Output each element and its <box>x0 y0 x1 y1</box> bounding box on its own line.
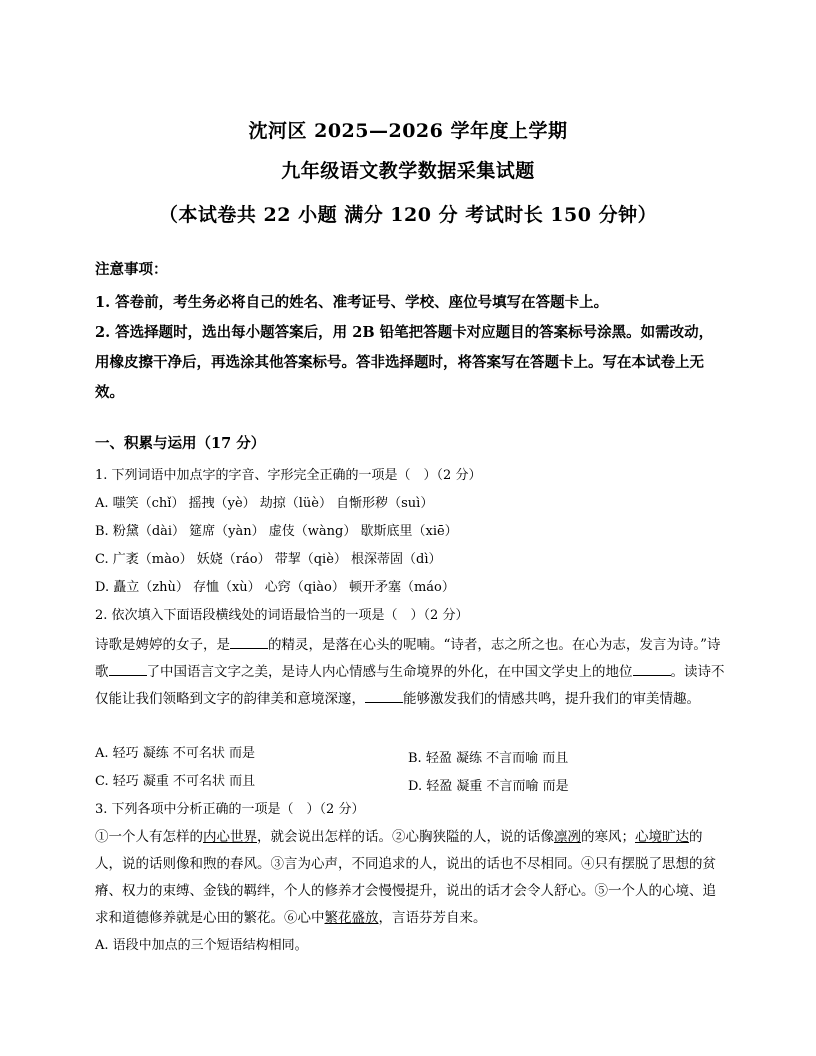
notice-item-1: 1. 答卷前，考生务必将自己的姓名、准考证号、学校、座位号填写在答题卡上。 <box>95 294 609 311</box>
question-3-passage <box>95 824 725 932</box>
question-1-option-b: B. 粉黛（dài） 筵席（yàn） 虚伎（wàng） 歇斯底里（xiē） <box>95 524 458 539</box>
exam-title-line2: 九年级语文教学数据采集试题 <box>281 160 535 182</box>
question-2-option-d: D. 轻盈 凝重 不言而喻 而是 <box>408 779 569 794</box>
fill-blank <box>633 661 671 676</box>
fill-blank <box>109 661 147 676</box>
exam-title-line1: 沈河区 2025—2026 学年度上学期 <box>248 120 568 142</box>
question-2-option-c: C. 轻巧 凝重 不可名状 而且 <box>95 774 256 789</box>
exam-title-line3: （本试卷共 22 小题 满分 120 分 考试时长 150 分钟） <box>158 204 658 226</box>
fill-blank <box>230 634 268 649</box>
notice-item-2: 2. 答选择题时，选出每小题答案后，用 2B 铅笔把答题卡对应题目的答案标号涂黑。如需改动，用橡皮擦干净后，再选涂其他答案标号。答非选择题时，将答案写在答题卡上。写在本试卷上无效。 <box>95 324 714 401</box>
notice-heading: 注意事项： <box>95 261 168 278</box>
passage-text: ，言语芬芳自来。 <box>378 910 487 926</box>
passage-text: 了中国语言文字之美，是诗人内心情感与生命境界的外化，在中国文学史上的地位 <box>146 664 633 680</box>
question-3-option-a: A. 语段中加点的三个短语结构相同。 <box>95 938 308 953</box>
underlined-phrase: 心境旷达 <box>635 829 689 845</box>
question-2-option-b: B. 轻盈 凝练 不言而喻 而且 <box>408 751 569 766</box>
question-1-option-c: C. 广袤（mào） 妖娆（ráo） 带挈（qiè） 根深蒂固（dì） <box>95 552 442 567</box>
passage-text: 诗歌是娉婷的女子，是 <box>95 637 230 653</box>
underlined-phrase: 内心世界 <box>203 829 257 845</box>
question-3-stem: 3. 下列各项中分析正确的一项是（ ）（2 分） <box>95 802 365 817</box>
question-2-option-a: A. 轻巧 凝练 不可名状 而是 <box>95 746 256 761</box>
question-1-stem: 1. 下列词语中加点字的字音、字形完全正确的一项是（ ）（2 分） <box>95 468 482 483</box>
underlined-phrase: 繁花盛放 <box>324 910 379 926</box>
passage-text: 的精灵，是落在心头的呢喃。“诗者，志之所之也。在心为志，发言为诗。”诗歌 <box>95 637 721 680</box>
passage-text: 能够激发我们的情感共鸣，提升我们的审美情趣。 <box>403 691 700 707</box>
passage-text: ①一个人有怎样的 <box>95 829 203 845</box>
underlined-phrase: 凛冽 <box>554 829 581 845</box>
fill-blank <box>365 688 403 703</box>
passage-text: 的人，说的话则像和煦的春风。③言为心声，不同追求的人，说出的话也不尽相同。④只有摆脱了思想的贫瘠、权力的束缚、金钱的羁绊，个人的修养才会慢慢提升，说出的话才会令人舒心。⑤一个人的心境、追求和道德修养就是心田的繁花。⑥心中 <box>95 829 716 926</box>
question-1-option-d: D. 矗立（zhù） 存恤（xù） 心窍（qiào） 顿开矛塞（máo） <box>95 580 455 595</box>
question-2-stem: 2. 依次填入下面语段横线处的词语最恰当的一项是（ ）（2 分） <box>95 608 469 623</box>
passage-text: 。读诗不仅能让我们领略到文字的韵律美和意境深邃， <box>95 664 725 707</box>
passage-text: 的寒风； <box>581 829 635 845</box>
passage-text: ，就会说出怎样的话。②心胸狭隘的人，说的话像 <box>257 829 554 845</box>
question-2-passage <box>95 632 725 713</box>
question-1-option-a: A. 嗤笑（chǐ） 摇拽（yè） 劫掠（lüè） 自惭形秽（suì） <box>95 496 434 511</box>
section-heading: 一、积累与运用（17 分） <box>95 435 266 452</box>
